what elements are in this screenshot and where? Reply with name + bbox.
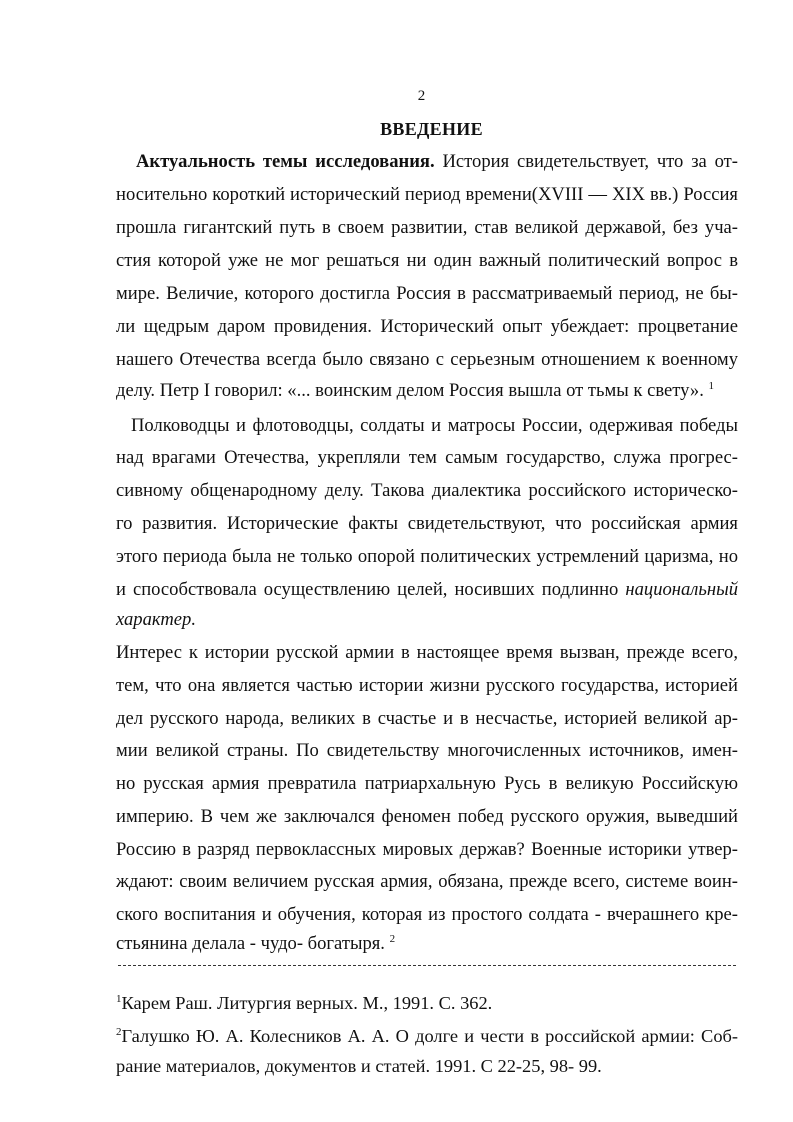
paragraph-1-line-1-rest: История свидетельствует, что за от- — [434, 151, 738, 172]
paragraph-1-line-3: прошла гигантский путь в своем развитии, став великой державой, без уча- — [116, 217, 738, 238]
footnote-2-text: Галушко Ю. А. Колесников А. А. О долге и чести в российской армии: Соб- — [121, 1026, 738, 1046]
paragraph-1-line-6: ли щедрым даром провидения. Исторический опыт убеждает: процветание — [116, 316, 738, 337]
section-heading: ВВЕДЕНИЕ — [380, 119, 483, 139]
paragraph-3-line-10-text: стьянина делала - чудо- богатыря. — [116, 933, 385, 954]
paragraph-3-line-2: тем, что она является частью истории жизни русского государства, историей — [116, 675, 738, 696]
paragraph-2-line-1: Полководцы и флотоводцы, солдаты и матросы России, одерживая победы — [131, 415, 738, 436]
footnote-separator — [118, 965, 736, 966]
page-number: 2 — [417, 88, 426, 104]
footnote-1 — [116, 992, 738, 1014]
paragraph-3-line-9: ского воспитания и обучения, которая из простого солдата - вчерашнего кре- — [116, 904, 738, 925]
paragraph-2-line-3: сивному общенародному делу. Такова диалектика российского историческо- — [116, 480, 738, 501]
paragraph-3-line-5: но русская армия превратила патриархальную Русь в великую Российскую — [116, 773, 738, 794]
footnote-1-text: Карем Раш. Литургия верных. М., 1991. С. 362. — [121, 993, 493, 1013]
paragraph-1-line-8 — [116, 380, 738, 402]
paragraph-1-line-5: мире. Величие, которого достигла Россия в рассматриваемый период, не бы- — [116, 283, 738, 304]
paragraph-2-line-2: над врагами Отечества, укрепляли тем самым государство, служа прогрес- — [116, 447, 738, 468]
paragraph-3-line-6: империю. В чем же заключался феномен побед русского оружия, выведший — [116, 806, 738, 827]
paragraph-2-line-7: характер. — [116, 609, 196, 630]
paragraph-3-line-3: дел русского народа, великих в счастье и в несчастье, историей великой ар- — [116, 708, 738, 729]
footnote-2-marker: 2 — [116, 1026, 122, 1038]
paragraph-2-line-6-text: и способствовала осуществлению целей, носивших подлинно — [116, 579, 626, 600]
paragraph-2-line-6 — [116, 579, 738, 601]
paragraph-3-line-10 — [116, 933, 738, 955]
paragraph-1-line-7: нашего Отечества всегда было связано с серьезным отношением к военному — [116, 349, 738, 370]
footnote-2-line-2: рание материалов, документов и статей. 1991. С 22-25, 98- 99. — [116, 1056, 602, 1076]
relevance-lead: Актуальность темы исследования. — [136, 151, 435, 172]
paragraph-1-line-4: стия которой уже не мог решаться ни один важный политический вопрос в — [116, 250, 738, 271]
paragraph-2-line-5: этого периода была не только опорой политических устремлений царизма, но — [116, 546, 738, 567]
paragraph-3-line-8: ждают: своим величием русская армия, обязана, прежде всего, системе воин- — [116, 871, 738, 892]
paragraph-2-italic-word: национальный — [625, 579, 738, 600]
paragraph-3-line-7: Россию в разряд первоклассных мировых держав? Военные историки утвер- — [116, 839, 738, 860]
footnote-ref-1: 1 — [708, 380, 715, 392]
footnote-ref-2: 2 — [389, 933, 396, 945]
footnote-2-line-1 — [116, 1025, 738, 1047]
footnote-1-marker: 1 — [116, 993, 122, 1005]
paragraph-1-line-1 — [136, 151, 738, 173]
paragraph-1-line-2: носительно короткий исторический период времени(XVIII — XIX вв.) Россия — [116, 184, 738, 205]
paragraph-3-line-1: Интерес к истории русской армии в настоящее время вызван, прежде всего, — [116, 642, 738, 663]
paragraph-2-line-4: го развития. Исторические факты свидетельствуют, что российская армия — [116, 513, 738, 534]
paragraph-3-line-4: мии великой страны. По свидетельству многочисленных источников, имен- — [116, 740, 738, 761]
paragraph-1-line-8-text: делу. Петр I говорил: «... воинским делом Россия вышла от тьмы к свету». — [116, 380, 704, 401]
